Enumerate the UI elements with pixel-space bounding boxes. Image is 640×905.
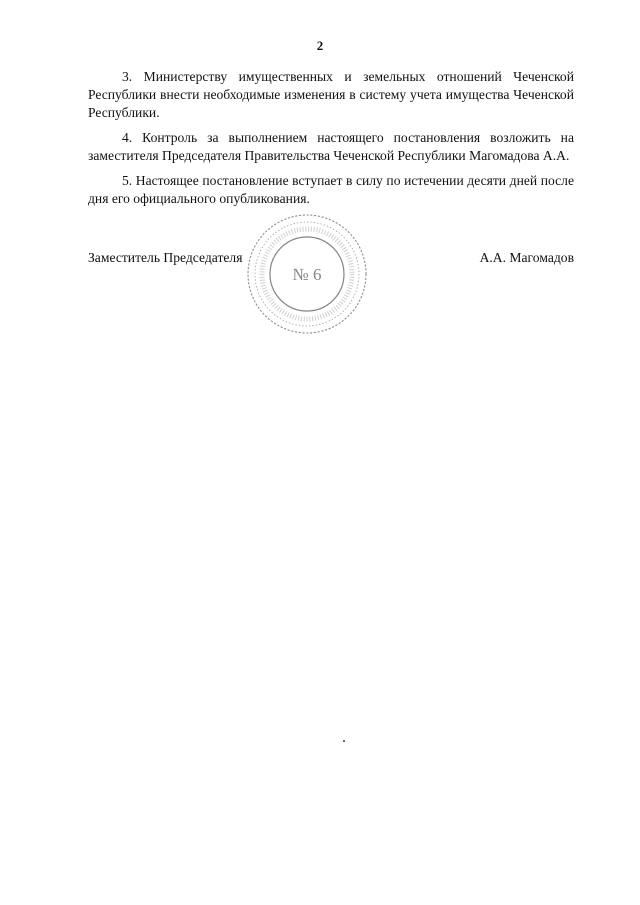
paragraph-5: 5. Настоящее постановление вступает в силу по истечении десяти дней после дня его официального опубликования. (88, 173, 574, 206)
stamp-number: № 6 (292, 265, 322, 284)
signatory-name: А.А. Магомадов (479, 250, 574, 265)
document-body (88, 68, 574, 215)
official-stamp (245, 212, 369, 336)
paragraph-4: 4. Контроль за выполнением настоящего постановления возложить на заместителя Председателя Правительства Чеченской Республики Магомадова А.А. (88, 130, 574, 163)
scan-speck (343, 740, 345, 742)
page-number: 2 (316, 38, 324, 53)
paragraph-3: 3. Министерству имущественных и земельных отношений Чеченской Республики внести необходимые изменения в систему учета имущества Чеченской Республики. (88, 69, 574, 120)
signatory-title: Заместитель Председателя (88, 250, 243, 265)
